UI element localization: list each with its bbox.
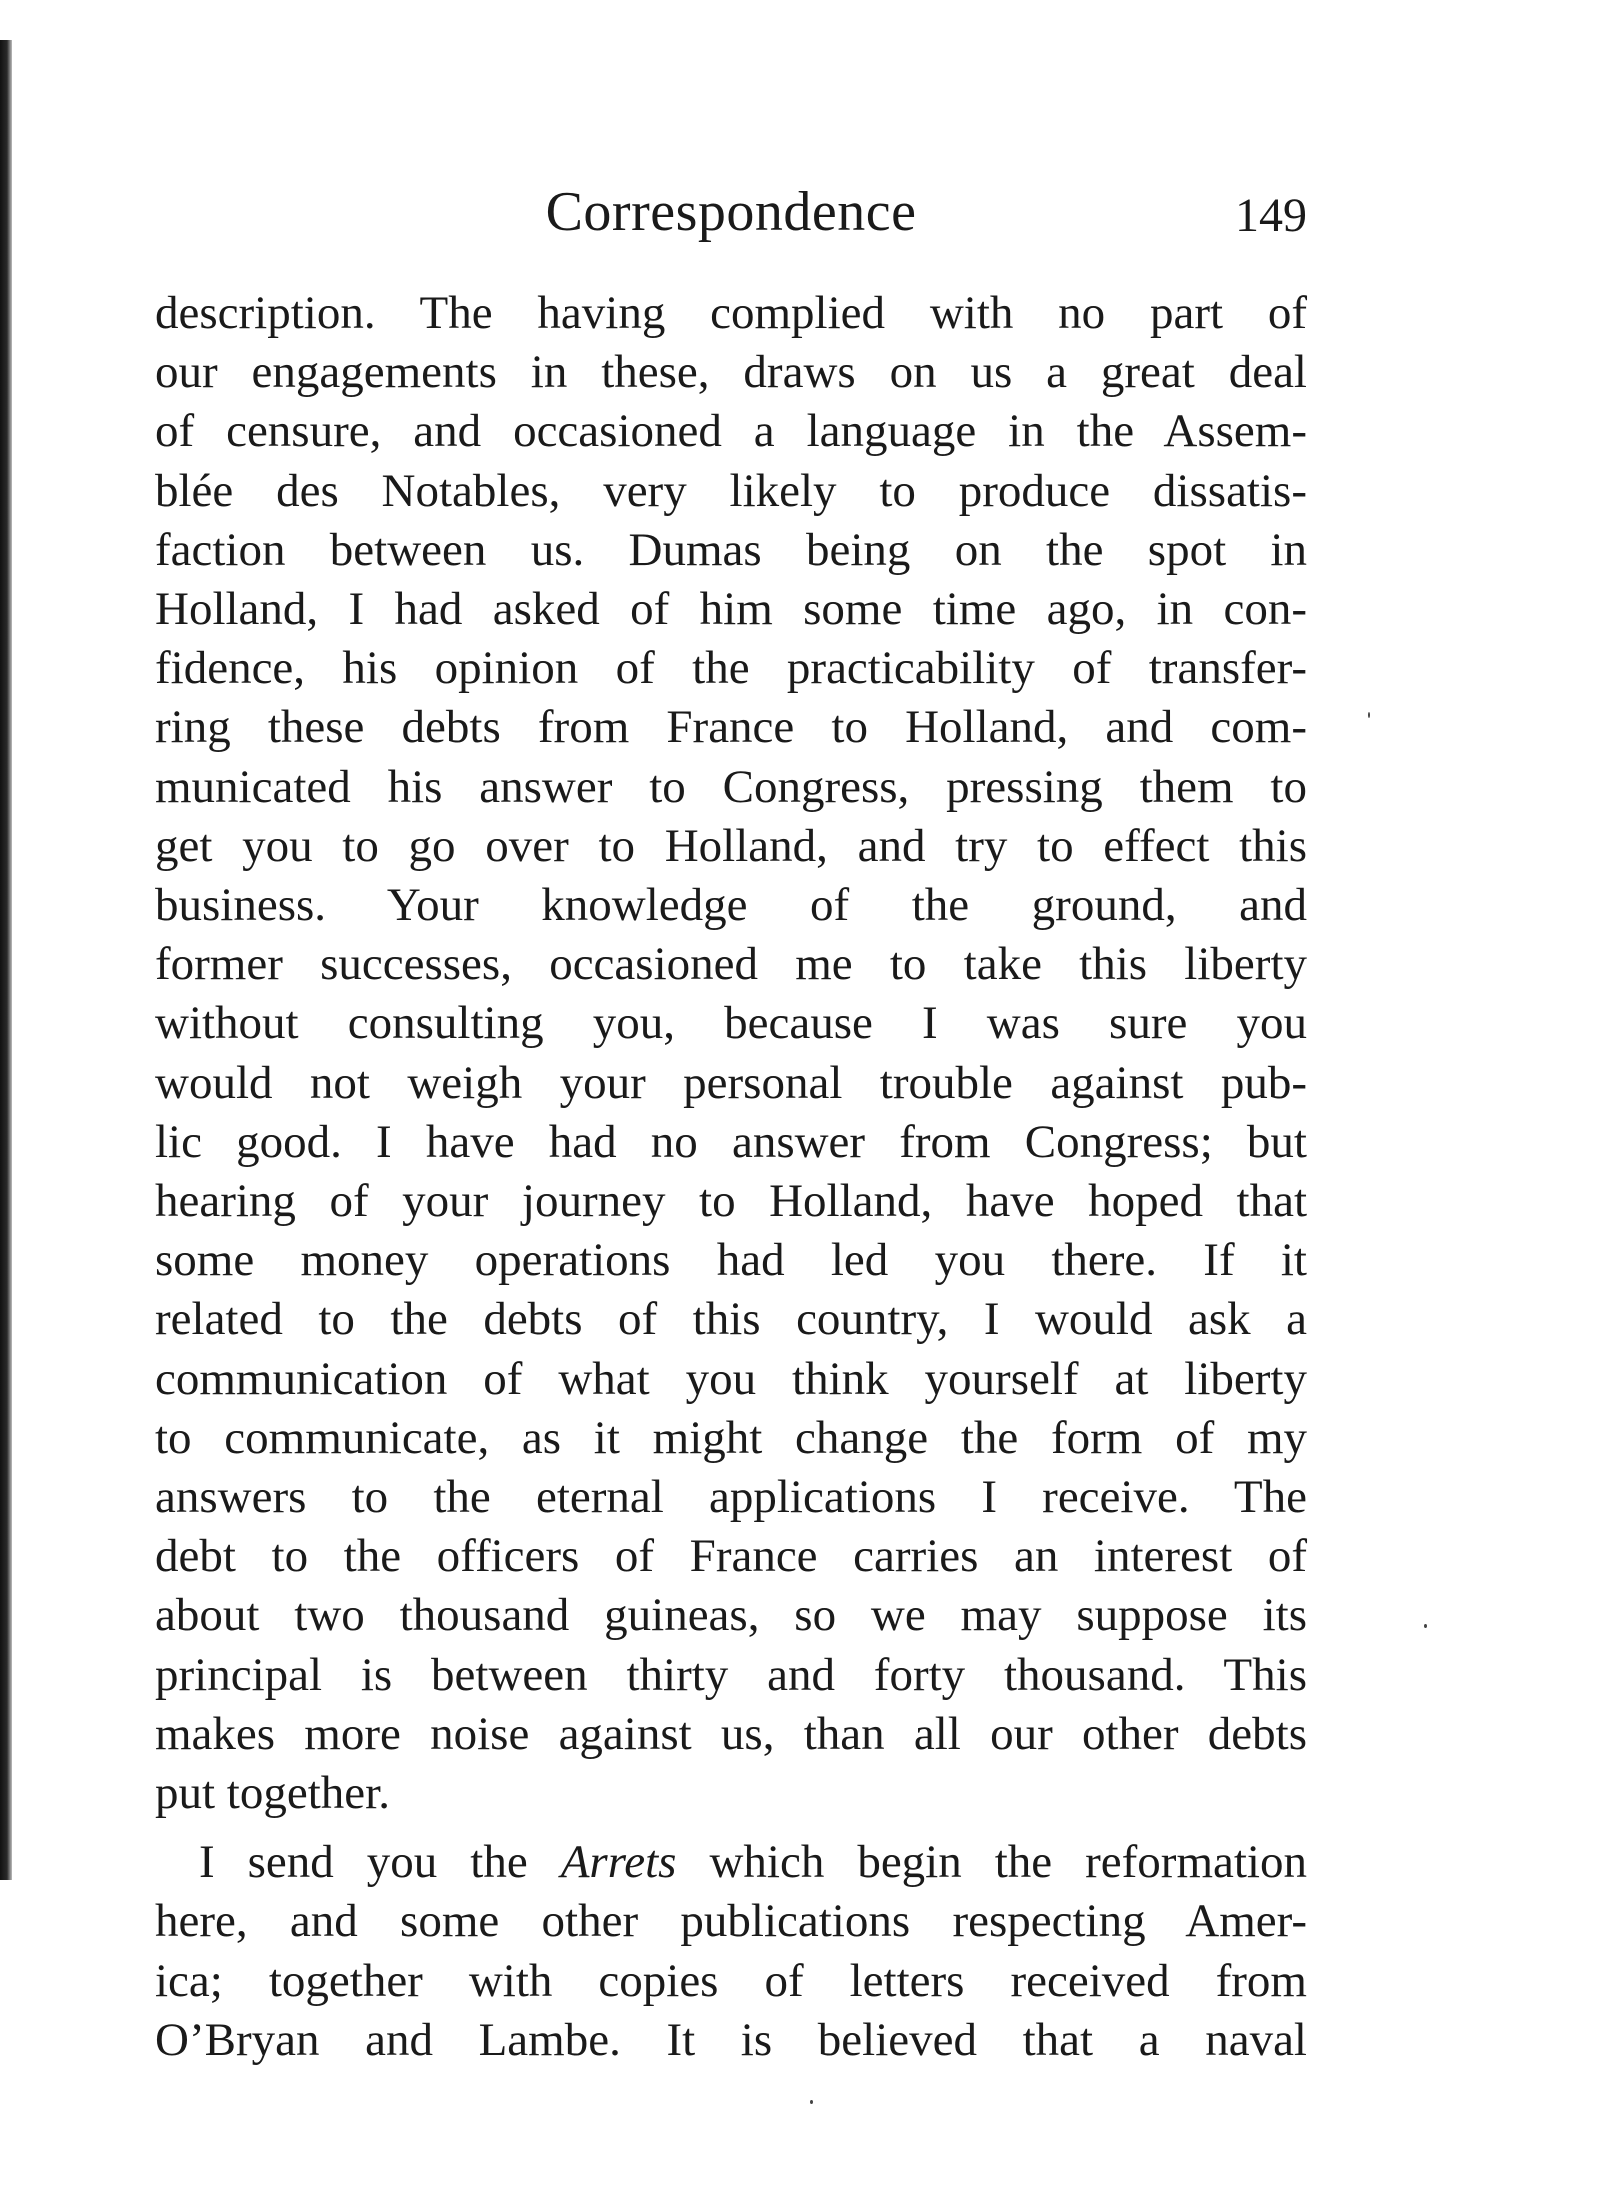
italic-title: Arrets [560,1836,677,1889]
page-number: 149 [1235,189,1307,242]
text-line: former successes, occasioned me to take this liberty [155,938,1307,991]
text-line: would not weigh your personal trouble against pub- [155,1056,1307,1109]
text-line: debt to the officers of France carries an interest of [155,1530,1307,1583]
text-line: hearing of your journey to Holland, have hoped that [155,1175,1307,1228]
text-line: fidence, his opinion of the practicability of transfer- [155,642,1307,695]
text-line: lic good. I have had no answer from Congress; but [155,1115,1307,1168]
text-run: I send you the [199,1836,561,1889]
text-line: O’Bryan and Lambe. It is believed that a naval [155,2013,1307,2066]
body-text [155,284,1307,2070]
paragraph-1 [155,284,1307,1823]
text-line: our engagements in these, draws on us a great deal [155,346,1307,399]
text-line: Holland, I had asked of him some time ago, in con- [155,583,1307,636]
page-header [155,180,1307,260]
text-line: related to the debts of this country, I would ask a [155,1293,1307,1346]
text-line: to communicate, as it might change the form of my [155,1411,1307,1464]
text-line: blée des Notables, very likely to produce dissatis- [155,464,1307,517]
scan-speck [1368,712,1370,718]
text-line: communication of what you think yourself at liberty [155,1352,1307,1405]
scan-speck [810,2100,813,2104]
text-line: municated his answer to Congress, pressing them to [155,760,1307,813]
text-line: of censure, and occasioned a language in the Assem- [155,405,1307,458]
running-title: Correspondence [545,181,917,243]
book-page [155,180,1307,2070]
text-line: makes more noise against us, than all our other debts [155,1707,1307,1760]
text-line: without consulting you, because I was sure you [155,997,1307,1050]
binding-edge [0,40,12,1880]
text-line: ica; together with copies of letters received from [155,1954,1307,2007]
text-line: put together. [155,1767,390,1820]
text-line: get you to go over to Holland, and try to effect this [155,819,1307,872]
text-run: which begin the reformation [676,1836,1307,1889]
text-line: answers to the eternal applications I receive. The [155,1471,1307,1524]
paragraph-2 [155,1833,1307,2070]
scan-speck [1424,1624,1427,1628]
text-line: description. The having complied with no part of [155,287,1307,339]
text-line: some money operations had led you there. If it [155,1234,1307,1287]
text-line: about two thousand guineas, so we may suppose its [155,1589,1307,1642]
text-line: principal is between thirty and forty thousand. This [155,1648,1307,1701]
text-line: faction between us. Dumas being on the spot in [155,523,1307,576]
text-line: here, and some other publications respecting Amer- [155,1895,1307,1948]
text-line: business. Your knowledge of the ground, and [155,879,1307,932]
text-line [155,1833,1307,1892]
text-line: ring these debts from France to Holland, and com- [155,701,1307,754]
